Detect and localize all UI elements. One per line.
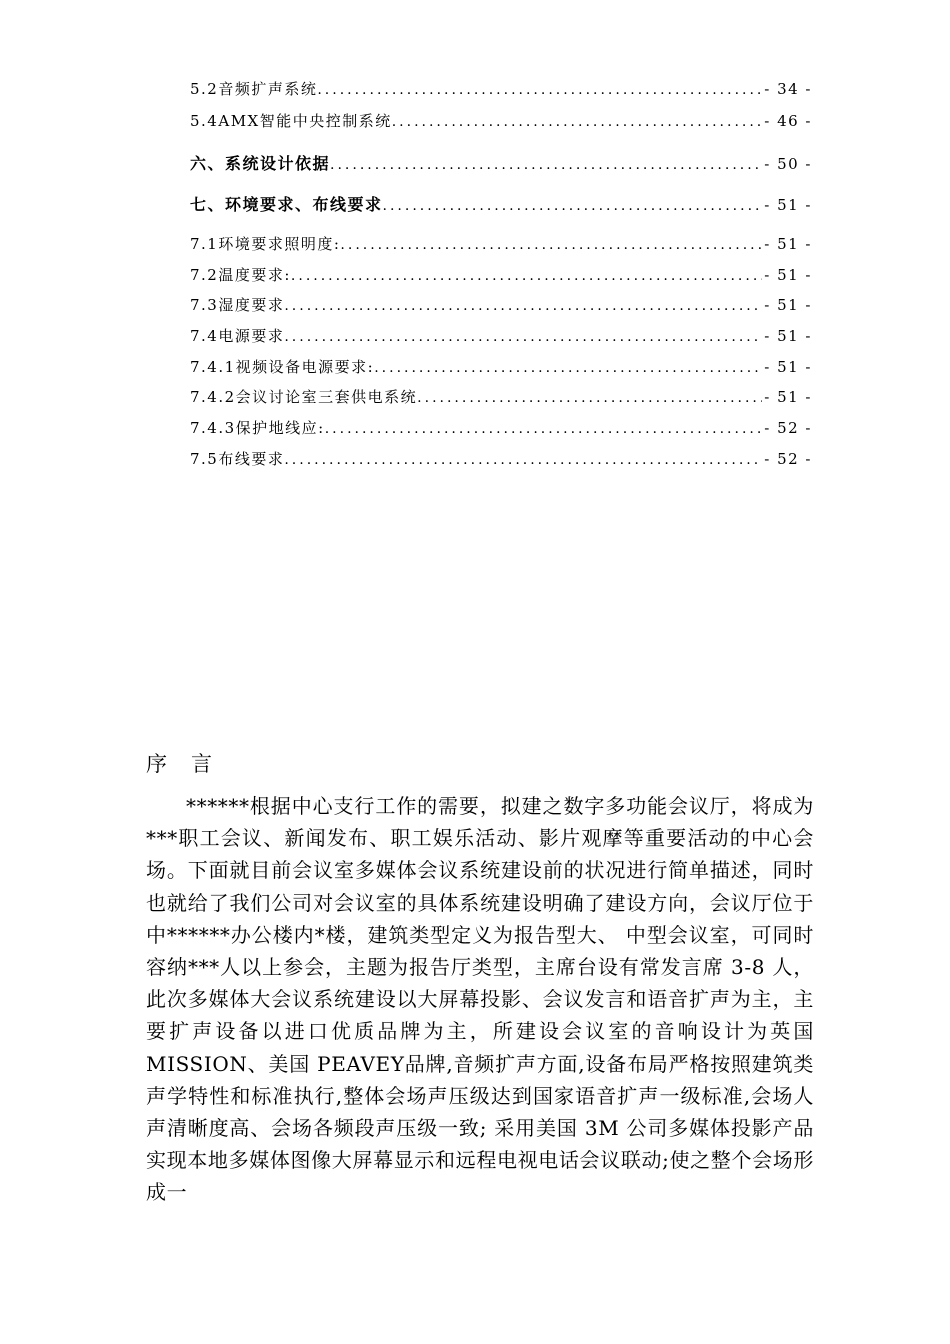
- toc-entry-title: 5.2音频扩声系统: [190, 80, 318, 98]
- toc-entry-title: 7.4.2会议讨论室三套供电系统: [190, 388, 418, 406]
- toc-entry[interactable]: [190, 386, 812, 407]
- toc-entry[interactable]: [190, 151, 812, 174]
- toc-leader-dots: [291, 268, 762, 284]
- toc-leader-dots: [392, 114, 763, 130]
- toc-entry-page: - 51 -: [764, 296, 812, 314]
- toc-leader-dots: [383, 198, 763, 214]
- toc-entry[interactable]: [190, 78, 812, 99]
- toc-leader-dots: [284, 298, 762, 314]
- toc-entry-title: 7.3湿度要求: [190, 296, 285, 314]
- toc-entry-page: - 51 -: [764, 327, 812, 345]
- toc-leader-dots: [340, 237, 762, 253]
- toc-entry-title: 7.5布线要求: [190, 450, 285, 468]
- toc-leader-dots: [325, 421, 763, 437]
- toc-entry[interactable]: [190, 325, 812, 346]
- toc-entry-title: 六、系统设计依据: [190, 154, 331, 173]
- toc-leader-dots: [330, 157, 762, 173]
- toc-entry[interactable]: [190, 356, 812, 377]
- toc-entry[interactable]: [190, 192, 812, 215]
- toc-entry-title: 7.4.3保护地线应:: [190, 419, 325, 437]
- toc-entry[interactable]: [190, 294, 812, 315]
- toc-entry-title: 七、环境要求、布线要求: [190, 195, 383, 214]
- toc-entry[interactable]: [190, 417, 812, 438]
- toc-entry[interactable]: [190, 264, 812, 285]
- toc-leader-dots: [374, 360, 762, 376]
- preface-heading: 序言: [146, 752, 236, 776]
- toc-leader-dots: [284, 452, 762, 468]
- toc-entry-title: 7.4.1视频设备电源要求:: [190, 358, 375, 376]
- toc-entry-title: 5.4AMX智能中央控制系统: [190, 112, 392, 130]
- toc-leader-dots: [284, 329, 762, 345]
- toc-entry-page: - 51 -: [764, 388, 812, 406]
- toc-entry-page: - 52 -: [764, 450, 812, 468]
- toc-entry-page: - 50 -: [764, 155, 812, 173]
- toc-entry-page: - 51 -: [764, 358, 812, 376]
- toc-entry-page: - 51 -: [764, 235, 812, 253]
- toc-leader-dots: [417, 390, 762, 406]
- toc-entry-page: - 51 -: [764, 266, 812, 284]
- toc-entry-page: - 51 -: [764, 196, 812, 214]
- preface-paragraph: ******根据中心支行工作的需要，拟建之数字多功能会议厅，将成为***职工会议、新闻发布、职工娱乐活动、影片观摩等重要活动的中心会场。下面就目前会议室多媒体会议系统建设前的状况进行简单描述，同时也就给了我们公司对会议室的具体系统建设明确了建设方向，会议厅位于中******办公楼内*楼，建筑类型定义为报告型大、 中型会议室，可同时容纳***人以上参会，主题为报告厅类型，主席台设有常发言席 3-8 人，此次多媒体大会议系统建设以大屏幕投影、会议发言和语音扩声为主，主要扩声设备以进口优质品牌为主，所建设会议室的音响设计为英国 MISSION、美国 PEAVEY品牌,音频扩声方面,设备布局严格按照建筑类声学特性和标准执行,整体会场声压级达到国家语音扩声一级标准,会场人声清晰度高、会场各频段声压级一致; 采用美国 3M 公司多媒体投影产品实现本地多媒体图像大屏幕显示和远程电视电话会议联动;使之整个会场形成一: [146, 794, 814, 1205]
- toc-entry-page: - 34 -: [764, 80, 812, 98]
- toc-entry-title: 7.2温度要求:: [190, 266, 291, 284]
- toc-entry-page: - 46 -: [764, 112, 812, 130]
- toc-entry[interactable]: [190, 448, 812, 469]
- toc-entry[interactable]: [190, 233, 812, 254]
- toc-entry[interactable]: [190, 110, 812, 131]
- toc-leader-dots: [317, 82, 762, 98]
- toc-entry-title: 7.4电源要求: [190, 327, 285, 345]
- toc-entry-page: - 52 -: [764, 419, 812, 437]
- toc-entry-title: 7.1环境要求照明度:: [190, 235, 341, 253]
